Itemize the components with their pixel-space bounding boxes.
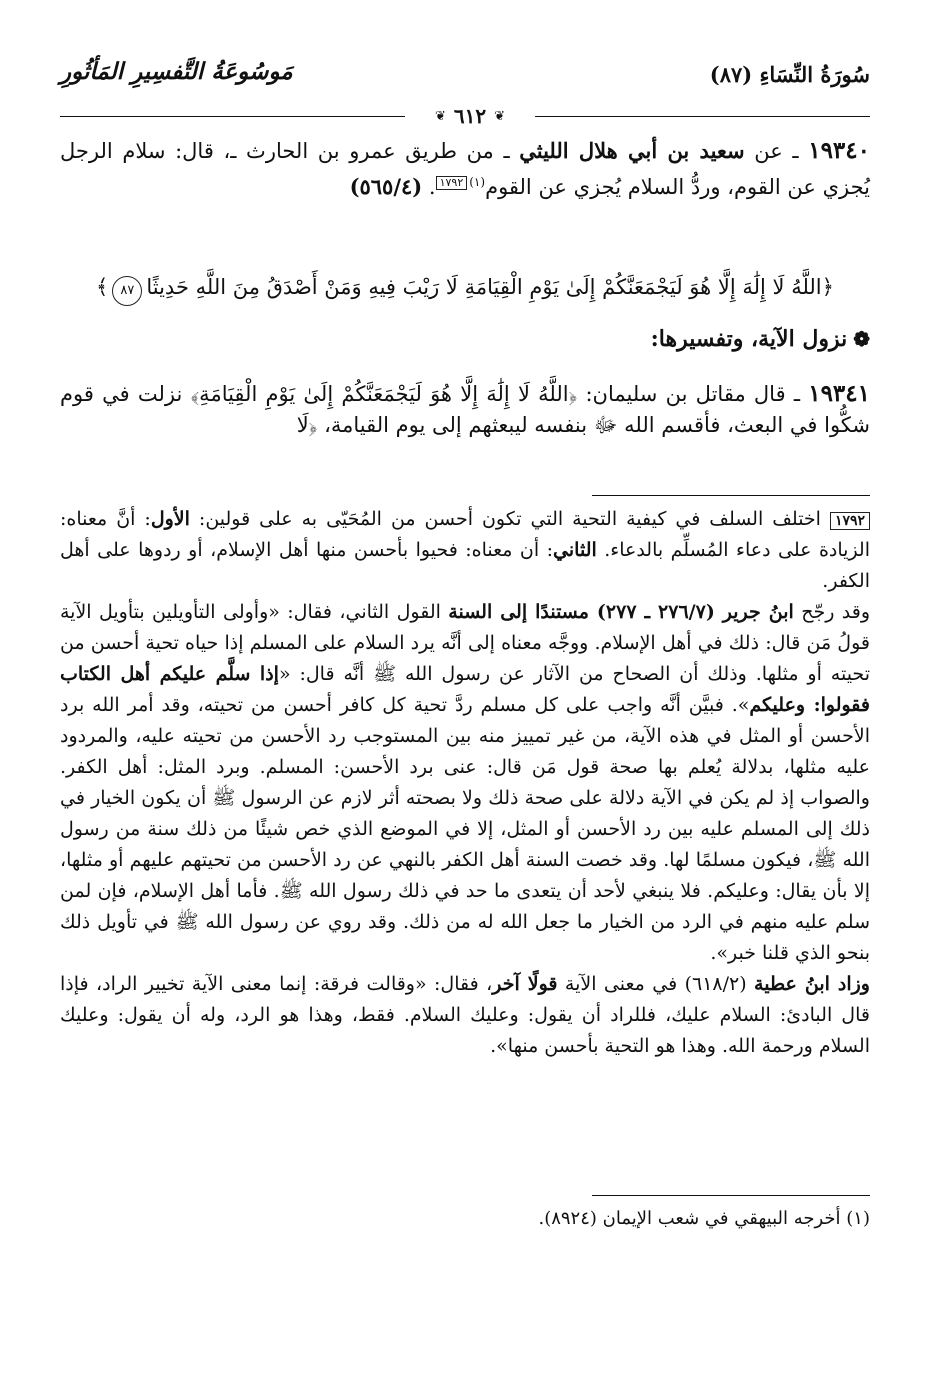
hadith-quote: إذا سلَّم عليكم أهل الكتاب فقولوا: وعليكم — [60, 663, 870, 716]
note-paragraph — [60, 504, 870, 597]
report-19340 — [60, 135, 870, 203]
report-text: ـ قال مقاتل بن سليمان: ﴿اللَّهُ لَا إِلَٰهَ إِلَّا هُوَ لَيَجْمَعَنَّكُمْ إِلَىٰ يَوْمِ الْقِيَامَةِ﴾ نزلت في قوم شكُّوا في البعث، فأقسم الله ﷻ بنفسه ليبعثهم إلى يوم القيامة، ﴿لَا — [60, 382, 870, 437]
ayah-number-icon: ٨٧ — [112, 276, 142, 306]
note-bold: الثاني — [553, 539, 597, 561]
report-text: ـ من طريق عمرو بن الحارث ـ، قال: سلام الرجل يُجزي عن القوم، وردُّ السلام يُجزي عن القوم — [60, 139, 870, 199]
commentary-separator — [592, 495, 870, 496]
commentary-ref: ١٧٩٢ — [830, 512, 870, 530]
section-title: نزول الآية، وتفسيرها: — [650, 326, 848, 352]
book-page — [60, 40, 870, 1350]
note-text: : أنَّ معناه: الزيادة على دعاء المُسلِّم بالدعاء. — [60, 508, 871, 561]
narrator-name: سعيد بن أبي هلال الليثي — [519, 138, 745, 163]
note-text: ». فبيَّن أنَّه واجب على كل مسلم ردَّ تحية كل كافر أحسن من تحيته، وقد أمر الله برد الأحسن أو المثل في هذه الآية، من غير تمييز منه بين المستوجب رد الأحسن من تحيته عليه، والمردود عليه مثلها، بدلالة يُعلم بها صحة قول مَن قال: عنى برد الأحسن: المسلم. وبرد المثل: أهل الكفر. والصواب إذ لم يكن في الآية دلالة على صحة ذلك ولا بصحته أثر لازم عن الرسول ﷺ أن يكون الخيار في ذلك إلى المسلم عليه بين رد الأحسن أو المثل، إلا في الموضع الذي خص شيئًا من ذلك سنة من رسول الله ﷺ، فيكون مسلمًا لها. وقد خصت السنة أهل الكفر بالنهي عن رد الأحسن من تحيتهم عليهم أو مثلها، إلا بأن يقال: وعليكم. فلا ينبغي لأحد أن يتعدى ما حد في ذلك رسول الله ﷺ. فأما أهل الإسلام، فإن لمن سلم عليه منهم في الرد من الخيار ما جعل الله له من ذلك. وقد روي عن رسول الله ﷺ في تأويل ذلك بنحو الذي قلنا خبر». — [60, 694, 870, 964]
note-text: (٦١٨/٢) في معنى الآية — [557, 973, 755, 995]
note-text: اختلف السلف في كيفية التحية التي تكون أحسن من المُحَيّى به على قولين: — [189, 508, 830, 530]
note-bold: الأول — [150, 508, 190, 530]
verse-bracket-open: ﴿ — [821, 275, 834, 299]
surah-label: سُورَةُ النِّسَاءِ (٨٧) — [709, 62, 870, 87]
verse-text: اللَّهُ لَا إِلَٰهَ إِلَّا هُوَ لَيَجْمَعَنَّكُمْ إِلَىٰ يَوْمِ الْقِيَامَةِ لَا رَيْبَ فِيهِ وَمَنْ أَصْدَقُ مِنَ اللَّهِ حَدِيثًا — [146, 275, 822, 299]
footnote-marker: (١) — [469, 175, 486, 189]
flower-ornament-icon: ❁ — [853, 327, 870, 351]
report-19341 — [60, 378, 870, 441]
verse-bracket-close: ﴾ — [96, 275, 109, 299]
commentary-ref: ١٧٩٢ — [436, 176, 468, 190]
note-bold: قولًا آخر — [492, 973, 558, 995]
note-paragraph — [60, 597, 870, 969]
note-bold: مستندًا إلى السنة — [448, 601, 589, 623]
page-number: ٦١٢ — [453, 104, 487, 128]
report-text: ـ عن — [744, 139, 809, 163]
note-bold: (٢٧٦/٧ ـ ٢٧٧) — [588, 601, 723, 623]
commentary-note-1792 — [60, 504, 870, 1062]
note-text: : أن معناه: فحيوا بأحسن منها أهل الإسلام، أو ردوها على أهل الكفر. — [60, 539, 870, 592]
volume-ref: (٥٦٥/٤) — [349, 174, 423, 199]
report-text: . — [422, 175, 436, 199]
report-number: ١٩٣٤١ — [808, 380, 870, 407]
report-number: ١٩٣٤٠ — [808, 137, 870, 164]
note-text: القول الثاني، فقال: «وأولى التأويلين بتأويل الآية قولُ مَن قال: ذلك في أهل الإسلام. ووجَّه معناه إلى أنَّه يرد السلام على المسلم إذا حياه تحية أحسن من تحيته أو مثلها. وذلك أن الصحاح من الآثار عن رسول الله ﷺ أنَّه قال: « — [60, 601, 870, 685]
scholar-name: ابنُ جرير — [722, 601, 794, 623]
page-number-box — [405, 104, 535, 128]
quran-verse — [60, 275, 870, 306]
note-bold: وزاد — [829, 973, 870, 995]
ornament-right-icon: ❦ — [494, 108, 506, 124]
note-paragraph — [60, 969, 870, 1062]
note-text: وقد رجّح — [793, 601, 871, 623]
ornament-left-icon: ❦ — [434, 108, 446, 124]
footnote-1: (١) أخرجه البيهقي في شعب الإيمان (٨٩٢٤). — [538, 1208, 870, 1229]
scholar-name: ابنُ عطية — [754, 973, 830, 995]
section-heading — [651, 326, 870, 352]
page-header — [60, 58, 870, 128]
book-title: مَوسُوعَةُ التَّفسِيرِ المَأثُورِ — [60, 58, 293, 85]
footnote-separator — [592, 1195, 870, 1196]
note-text: ، فقال: «وقالت فرقة: إنما معنى الآية تخيير الراد، فإذا قال البادئ: السلام عليك، فللراد أن يقول: وعليك السلام. فقط، وهذا هو الرد، وله أن يقول: وعليك السلام ورحمة الله. وهذا هو التحية بأحسن منها». — [60, 973, 870, 1057]
